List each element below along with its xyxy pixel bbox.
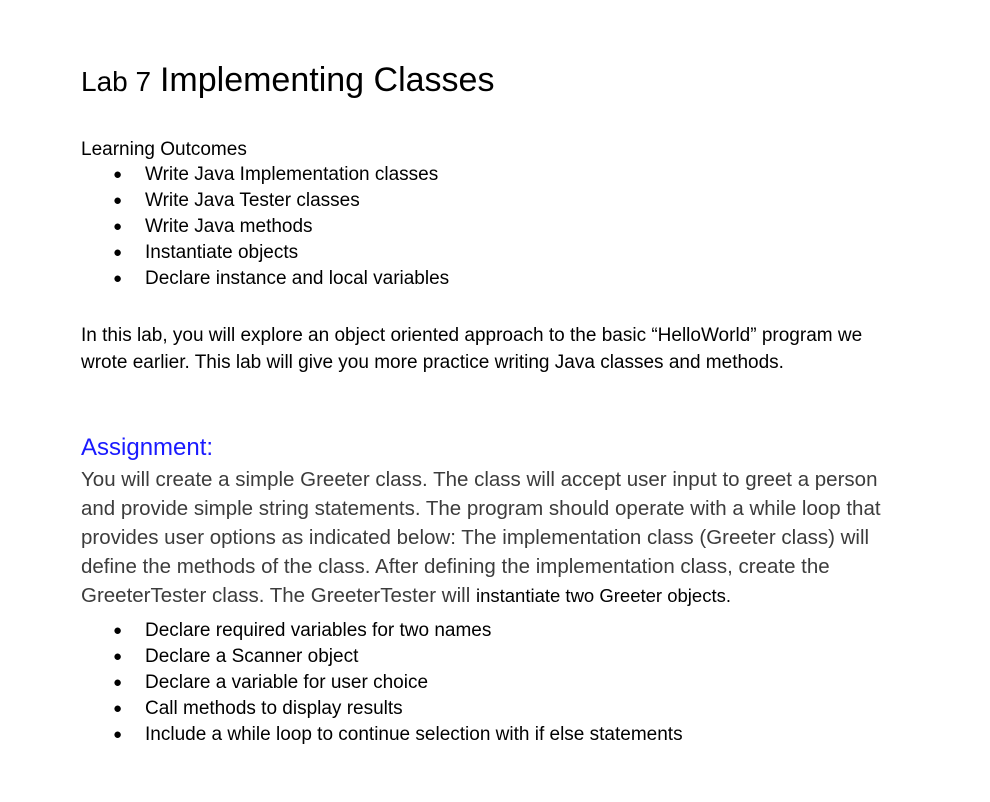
- learning-outcomes-list: [0, 162, 990, 292]
- page-title: [81, 58, 494, 104]
- list-item: [0, 696, 990, 722]
- bullet-icon: ●: [113, 166, 123, 183]
- list-item: [0, 162, 990, 188]
- bullet-icon: ●: [113, 244, 123, 261]
- assignment-paragraph: [81, 465, 916, 610]
- assignment-heading: Assignment:: [81, 434, 214, 461]
- list-item-text: Declare instance and local variables: [145, 268, 450, 289]
- list-item-text: Write Java methods: [145, 216, 313, 237]
- assignment-tasks-list: [0, 618, 990, 748]
- list-item-text: Write Java Implementation classes: [145, 164, 439, 185]
- assignment-body-tail: instantiate two Greeter objects.: [475, 585, 731, 606]
- bullet-icon: ●: [113, 648, 123, 665]
- bullet-icon: ●: [113, 700, 123, 717]
- bullet-icon: ●: [113, 218, 123, 235]
- list-item: [0, 214, 990, 240]
- list-item-text: Write Java Tester classes: [145, 190, 360, 211]
- list-item: [0, 188, 990, 214]
- bullet-icon: ●: [113, 726, 123, 743]
- list-item: [0, 266, 990, 292]
- title-prefix: Lab 7: [81, 66, 152, 97]
- bullet-icon: ●: [113, 622, 123, 639]
- list-item: [0, 722, 990, 748]
- list-item: [0, 618, 990, 644]
- list-item: [0, 670, 990, 696]
- list-item: [0, 240, 990, 266]
- list-item-text: Declare a variable for user choice: [145, 672, 429, 693]
- learning-outcomes-label: Learning Outcomes: [81, 139, 247, 160]
- list-item-text: Instantiate objects: [145, 242, 299, 263]
- list-item-text: Include a while loop to continue selection with if else statements: [145, 724, 683, 745]
- list-item-text: Declare required variables for two names: [145, 620, 492, 641]
- assignment-body-text: You will create a simple Greeter class. The class will accept user input to greet a person and provide simple string statements. The program should operate with a while loop that provides user options as indicated below: The implementation class (Greeter class) will define the methods of the class. After defining the implementation class, create the GreeterTester class. The GreeterTester will: [81, 468, 881, 607]
- title-main: Implementing Classes: [159, 61, 495, 99]
- intro-paragraph: In this lab, you will explore an object oriented approach to the basic “HelloWorld” program we wrote earlier. This lab will give you more practice writing Java classes and methods.: [81, 325, 863, 373]
- bullet-icon: ●: [113, 270, 123, 287]
- list-item: [0, 644, 990, 670]
- bullet-icon: ●: [113, 674, 123, 691]
- list-item-text: Declare a Scanner object: [145, 646, 359, 667]
- bullet-icon: ●: [113, 192, 123, 209]
- list-item-text: Call methods to display results: [145, 698, 403, 719]
